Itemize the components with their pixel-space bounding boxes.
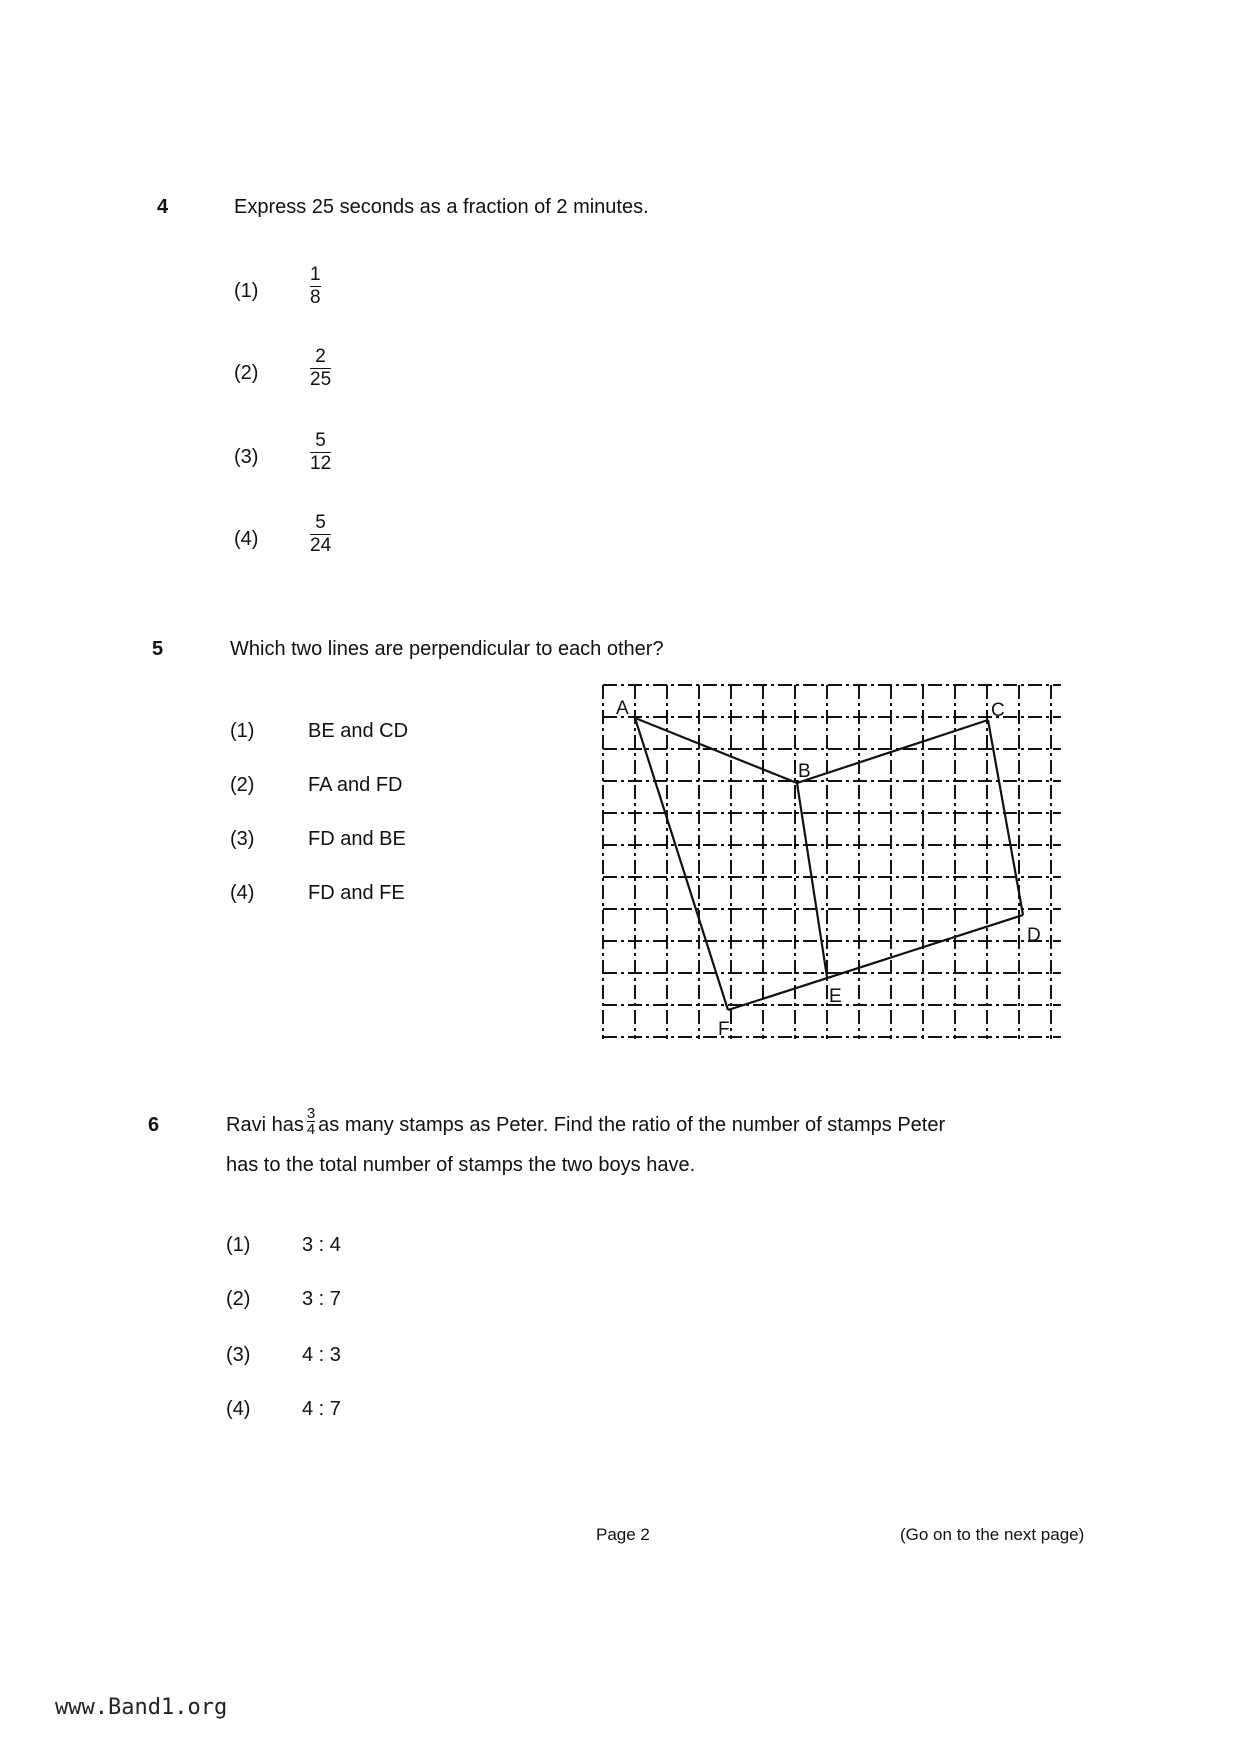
option-label: (4): [226, 1398, 251, 1420]
page-number: Page 2: [596, 1525, 650, 1544]
option-label: (3): [234, 446, 259, 468]
option-text: FD and BE: [308, 828, 406, 850]
option-label: (4): [230, 882, 255, 904]
option-label: (1): [234, 280, 259, 302]
numerator: 5: [315, 512, 326, 533]
point-label-F: F: [718, 1019, 730, 1040]
option-label: (4): [234, 528, 259, 550]
option-label: (3): [226, 1344, 251, 1366]
question-number: 6: [148, 1114, 160, 1136]
option-label: (2): [230, 774, 255, 796]
option-label: (2): [226, 1288, 251, 1310]
option-text: FD and FE: [308, 882, 405, 904]
line-AF: [635, 718, 728, 1010]
option-text: FA and FD: [308, 774, 403, 796]
option-text: 3 : 7: [302, 1288, 341, 1310]
numerator: 2: [315, 346, 326, 367]
denominator: 4: [306, 1121, 316, 1138]
option-label: (2): [234, 362, 259, 384]
question-number: 4: [157, 196, 169, 218]
option-text: 4 : 7: [302, 1398, 341, 1420]
option-label: (1): [230, 720, 255, 742]
numerator: 1: [310, 264, 321, 285]
option-label: (1): [226, 1234, 251, 1256]
point-label-A: A: [616, 698, 629, 719]
question-text-line2: has to the total number of stamps the two boys have.: [226, 1154, 696, 1176]
question-text-start: Ravi has: [226, 1113, 304, 1136]
numerator: 5: [315, 430, 326, 451]
inline-fraction: [307, 1106, 315, 1137]
point-label-E: E: [829, 986, 842, 1007]
line-AB: [635, 718, 797, 783]
option-text: 3 : 4: [302, 1234, 341, 1256]
denominator: 12: [310, 453, 332, 474]
denominator: 24: [310, 535, 332, 556]
watermark: www.Band1.org: [55, 1695, 228, 1720]
option-text: 4 : 3: [302, 1344, 341, 1366]
denominator: 25: [310, 369, 332, 390]
point-label-B: B: [798, 761, 811, 782]
grid-figure: [600, 680, 1065, 1050]
figure-lines: [635, 718, 1023, 1010]
option-text: BE and CD: [308, 720, 409, 742]
point-label-C: C: [991, 700, 1005, 721]
question-text: Which two lines are perpendicular to each other?: [230, 638, 664, 660]
question-text: Express 25 seconds as a fraction of 2 minutes.: [234, 196, 649, 218]
line-DF: [728, 915, 1023, 1010]
fraction-option: [310, 264, 321, 309]
option-label: (3): [230, 828, 255, 850]
question-number: 5: [152, 638, 164, 660]
question-text-end: as many stamps as Peter. Find the ratio of the number of stamps Peter: [318, 1113, 946, 1136]
continue-note: (Go on to the next page): [900, 1525, 1085, 1544]
fraction-option: [310, 346, 331, 391]
numerator: 3: [306, 1105, 316, 1122]
denominator: 8: [310, 287, 321, 308]
question-text-line1: [226, 1105, 946, 1141]
fraction-option: [310, 430, 331, 475]
line-BC: [797, 720, 988, 783]
fraction-option: [310, 512, 331, 557]
point-label-D: D: [1027, 925, 1041, 946]
